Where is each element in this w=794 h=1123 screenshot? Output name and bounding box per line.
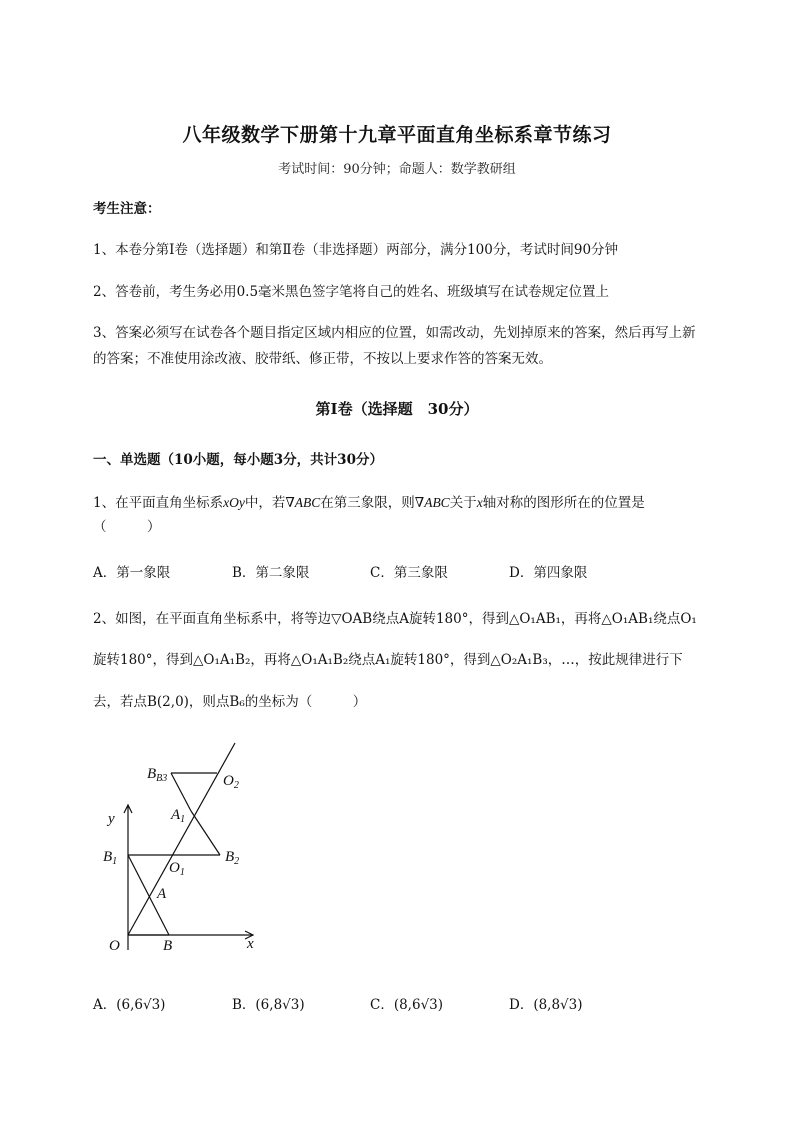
page-title: 八年级数学下册第十九章平面直角坐标系章节练习 [182, 124, 612, 146]
label-b3: $B_{B3}$ [147, 766, 168, 784]
label-o: O [109, 938, 120, 954]
x-axis-symbol: x [476, 495, 483, 510]
label-b2: $B_2$ [225, 849, 240, 867]
notice-item-3: 3、答案必须写在试卷各个题目指定区域内相应的位置，如需改动，先划掉原来的答案，然后再写上新 [93, 325, 696, 341]
q1-option-b[interactable]: B．第二象限 [232, 565, 310, 581]
section-heading: 一、单选题（10小题，每小题3分，共计30分） [93, 452, 383, 468]
question-2-line-2: 旋转180°，得到△O₁A₁B₂，再将△O₁A₁B₂绕点A₁旋转180°，得到△O₂A₁B₃，…，按此规律进行下 [93, 652, 683, 668]
label-b: B [163, 938, 173, 954]
question-2-line-3: 去，若点B(2,0)，则点B₆的坐标为（ ） [93, 694, 367, 710]
triangle-abc-2: ∇ABC [414, 495, 450, 510]
label-a1: $A_1$ [171, 807, 186, 825]
question-1: 1、在平面直角坐标系xOy中，若∇ABC在第三象限，则∇ABC关于x轴对称的图形所在的位置是 [93, 495, 645, 511]
q1-option-d[interactable]: D．第四象限 [509, 565, 588, 581]
label-x: x [247, 936, 254, 952]
part1-heading: 第I卷（选择题 30分） [315, 400, 479, 418]
coord-system-xoy: xOy [223, 495, 245, 510]
label-o1: $O_1$ [169, 860, 185, 878]
segment-b2-a1 [191, 811, 220, 855]
q1-option-c[interactable]: C．第三象限 [370, 565, 448, 581]
notice-item-2: 2、答卷前，考生务必用0.5毫米黑色签字笔将自己的姓名、班级填写在试卷规定位置上 [93, 284, 610, 300]
label-y: y [108, 811, 115, 827]
question-2-line-1: 2、如图，在平面直角坐标系中，将等边▽OAB绕点A旋转180°，得到△O₁AB₁，再将△O₁AB₁绕点O₁ [93, 611, 697, 627]
rotation-figure [95, 735, 275, 960]
triangle-abc: ∇ABC [285, 495, 321, 510]
q2-option-d[interactable]: D．(8,8√3) [509, 997, 583, 1013]
label-a: A [157, 886, 167, 902]
q2-option-b[interactable]: B．(6,8√3) [232, 997, 305, 1013]
label-b1: $B_1$ [103, 849, 118, 867]
q2-option-a[interactable]: A．(6,6√3) [93, 997, 166, 1013]
question-1-paren: （ ） [93, 519, 161, 535]
page-subtitle: 考试时间：90分钟；命题人：数学教研组 [278, 162, 516, 177]
notice-item-1: 1、本卷分第I卷（选择题）和第Ⅱ卷（非选择题）两部分，满分100分，考试时间90分钟 [93, 242, 619, 258]
notice-item-3-cont: 的答案；不准使用涂改液、胶带纸、修正带，不按以上要求作答的答案无效。 [93, 351, 552, 367]
notice-heading: 考生注意： [93, 201, 161, 217]
q2-option-c[interactable]: C．(8,6√3) [370, 997, 444, 1013]
label-o2: $O_2$ [223, 773, 239, 791]
diagonal-line [128, 743, 235, 935]
segment-a1-b3 [171, 773, 191, 811]
q1-option-a[interactable]: A．第一象限 [93, 565, 171, 581]
